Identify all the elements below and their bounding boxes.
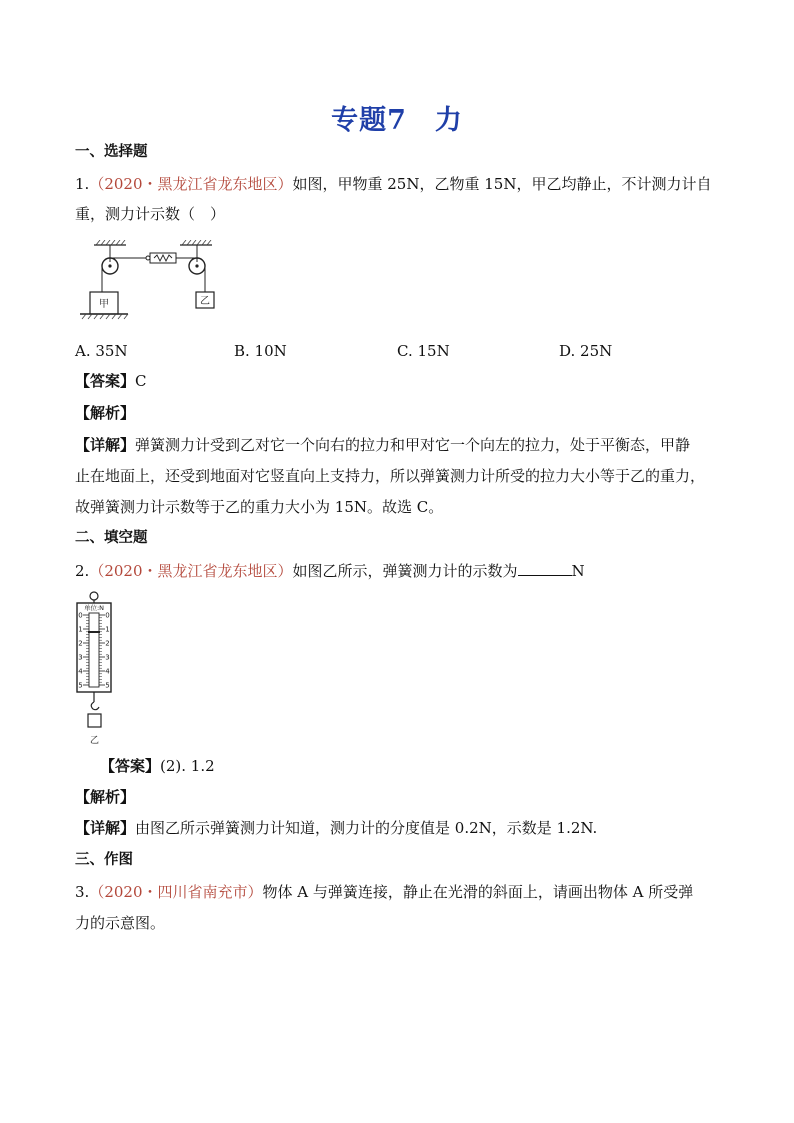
- section-heading-choice: 一、选择题: [75, 143, 148, 160]
- q3-stem-line-2: 力的示意图。: [75, 914, 166, 932]
- section-heading-fill: 二、填空题: [75, 529, 148, 546]
- tick-label-right-0: 0: [105, 611, 110, 620]
- q1-stem-line-1: [75, 173, 725, 195]
- q2-spring-scale-figure: [74, 590, 114, 750]
- tick-label-left-5: 5: [78, 681, 83, 690]
- q2-answer: [100, 755, 750, 777]
- tick-label-left-1: 1: [78, 625, 83, 634]
- q2-text: 如图乙所示，弹簧测力计的示数为: [292, 562, 518, 580]
- q1-detail-line-1: [75, 434, 725, 456]
- q1-detail-line-3: 故弹簧测力计示数等于乙的重力大小为 15N。故选 C。: [75, 498, 444, 516]
- q1-option-c[interactable]: C. 15N: [397, 342, 450, 360]
- scale-ring: [90, 592, 98, 600]
- q1-detail-line-2: 止在地面上，还受到地面对它竖直向上支持力，所以弹簧测力计所受的拉力大小等于乙的重力，: [75, 467, 706, 485]
- q1-answer: [75, 370, 725, 392]
- tick-label-right-2: 2: [105, 639, 110, 648]
- tick-label-left-2: 2: [78, 639, 83, 648]
- tick-label-left-0: 0: [78, 611, 83, 620]
- q2-detail: [75, 817, 725, 839]
- q2-number: 2.: [75, 562, 90, 580]
- q2-detail-text: 由图乙所示弹簧测力计知道，测力计的分度值是 0.2N，示数是 1.2N.: [135, 819, 598, 837]
- scale-hook: [91, 702, 99, 710]
- q1-detail-text-1: 弹簧测力计受到乙对它一个向右的拉力和甲对它一个向左的拉力，处于平衡态，甲静: [135, 436, 691, 454]
- q1-pulley-figure: [76, 240, 226, 326]
- q1-stem-line-2: 重，测力计示数（ ）: [75, 205, 226, 223]
- q1-option-b[interactable]: B. 10N: [234, 342, 287, 360]
- ceiling-right-hatch: [182, 240, 211, 245]
- q1-text-a: 如图，甲物重 25N，乙物重 15N，甲乙均静止，不计测力计自: [292, 175, 712, 193]
- q2-stem: [75, 559, 725, 582]
- q1-option-d[interactable]: D. 25N: [559, 342, 613, 360]
- tick-label-right-1: 1: [105, 625, 110, 634]
- tick-label-left-3: 3: [78, 653, 83, 662]
- ground-hatch: [82, 314, 128, 319]
- q2-unit: N: [571, 562, 585, 580]
- box-jia-label: 甲: [99, 299, 109, 310]
- tick-label-right-5: 5: [105, 681, 110, 690]
- q2-answer-value: (2). 1.2: [160, 757, 215, 775]
- q1-source: （2020・黑龙江省龙东地区）: [89, 175, 293, 193]
- tick-label-right-3: 3: [105, 653, 110, 662]
- q2-answer-tag: 【答案】: [100, 757, 161, 775]
- page-title: 专题7 力: [331, 105, 463, 136]
- q1-number: 1.: [75, 175, 90, 193]
- q3-text-a: 物体 A 与弹簧连接，静止在光滑的斜面上，请画出物体 A 所受弹: [262, 883, 694, 901]
- q1-detail-tag: 【详解】: [75, 436, 136, 454]
- box-yi-label: 乙: [200, 296, 210, 307]
- q1-analysis-tag: 【解析】: [75, 404, 136, 422]
- q1-answer-tag: 【答案】: [75, 372, 136, 390]
- weight-label: 乙: [89, 736, 100, 746]
- section-heading-drawing: 三、作图: [75, 851, 133, 868]
- ceiling-left-hatch: [96, 240, 125, 245]
- q3-stem-line-1: [75, 881, 725, 903]
- q2-analysis-tag: 【解析】: [75, 788, 136, 806]
- q1-answer-value: C: [135, 372, 147, 390]
- q2-detail-tag: 【详解】: [75, 819, 136, 837]
- tick-label-right-4: 4: [105, 667, 110, 676]
- weight-block: [88, 714, 101, 727]
- q3-number: 3.: [75, 883, 90, 901]
- tick-label-left-4: 4: [78, 667, 83, 676]
- q3-source: （2020・四川省南充市）: [89, 883, 263, 901]
- q2-source: （2020・黑龙江省龙东地区）: [89, 562, 293, 580]
- q2-answer-blank[interactable]: [518, 559, 572, 576]
- scale-unit-label: 单位:N: [83, 604, 105, 612]
- q1-option-a[interactable]: A. 35N: [75, 342, 128, 360]
